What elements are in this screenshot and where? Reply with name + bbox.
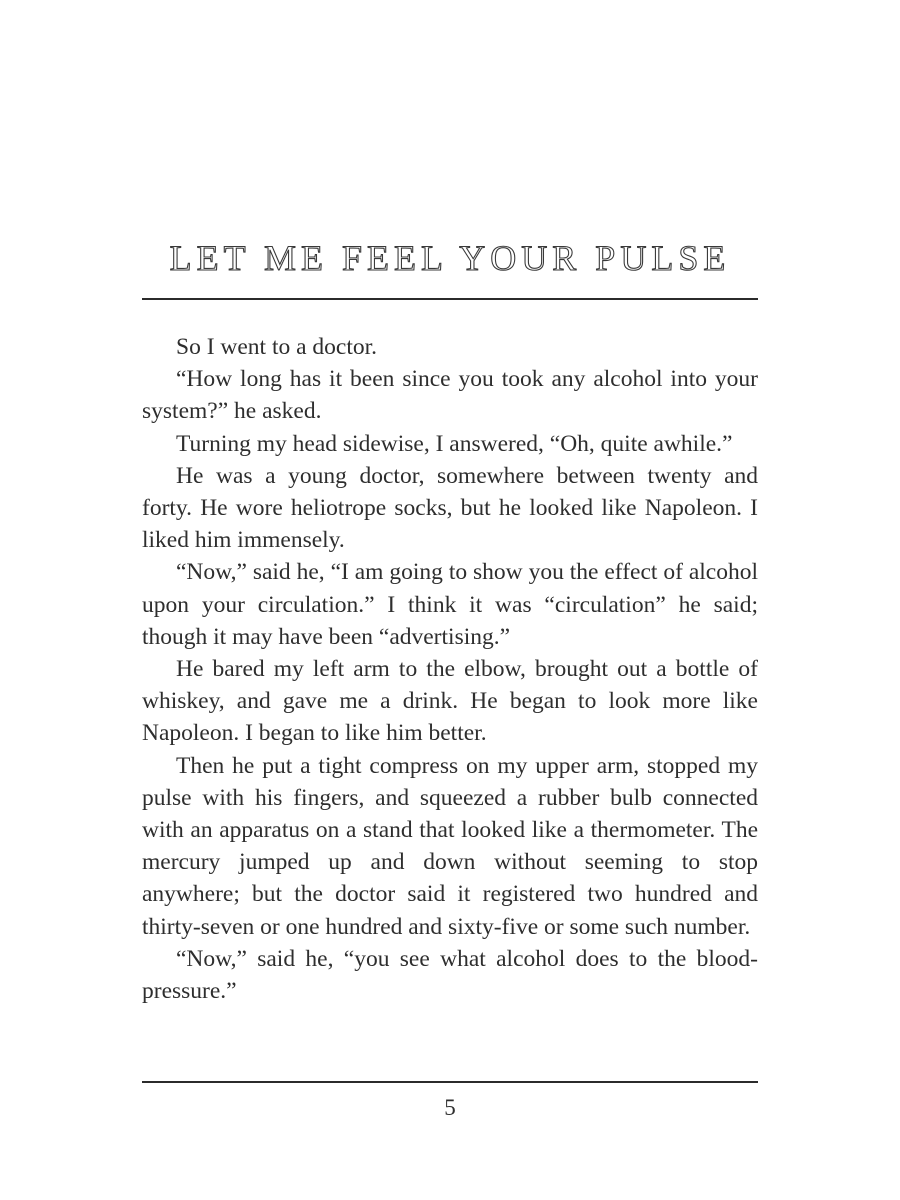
paragraph: “How long has it been since you took any alcohol into your system?” he asked. (142, 366, 758, 425)
paragraph: Then he put a tight compress on my upper arm, stopped my pulse with his fingers, and squeezed a rubber bulb connected with an apparatus on a stand that looked like a thermometer. The mercury jumped up and down without seeming to stop anywhere; but the doctor said it registered two hundred and thirty-seven or one hundred and sixty-five or some such number. (142, 752, 758, 940)
footer-rule (142, 1081, 758, 1083)
paragraph: He was a young doctor, somewhere between twenty and forty. He wore heliotrope socks, but he looked like Napoleon. I liked him immensely. (142, 462, 758, 554)
paragraph: Turning my head sidewise, I answered, “Oh, quite awhile.” (176, 430, 733, 457)
paragraph: He bared my left arm to the elbow, brought out a bottle of whiskey, and gave me a drink. He began to look more like Napoleon. I began to like him better. (142, 656, 758, 747)
page-number: 5 (444, 1095, 456, 1120)
title-rule (142, 298, 758, 300)
paragraph: “Now,” said he, “you see what alcohol does to the blood-pressure.” (142, 945, 758, 1005)
paragraph: So I went to a doctor. (176, 334, 378, 360)
paragraph: “Now,” said he, “I am going to show you the effect of alcohol upon your circulation.” I think it was “circulation” he said; though it may have been “advertising.” (142, 559, 758, 650)
body-text (142, 331, 758, 1007)
chapter-title: LET ME FEEL YOUR PULSE (169, 238, 731, 278)
